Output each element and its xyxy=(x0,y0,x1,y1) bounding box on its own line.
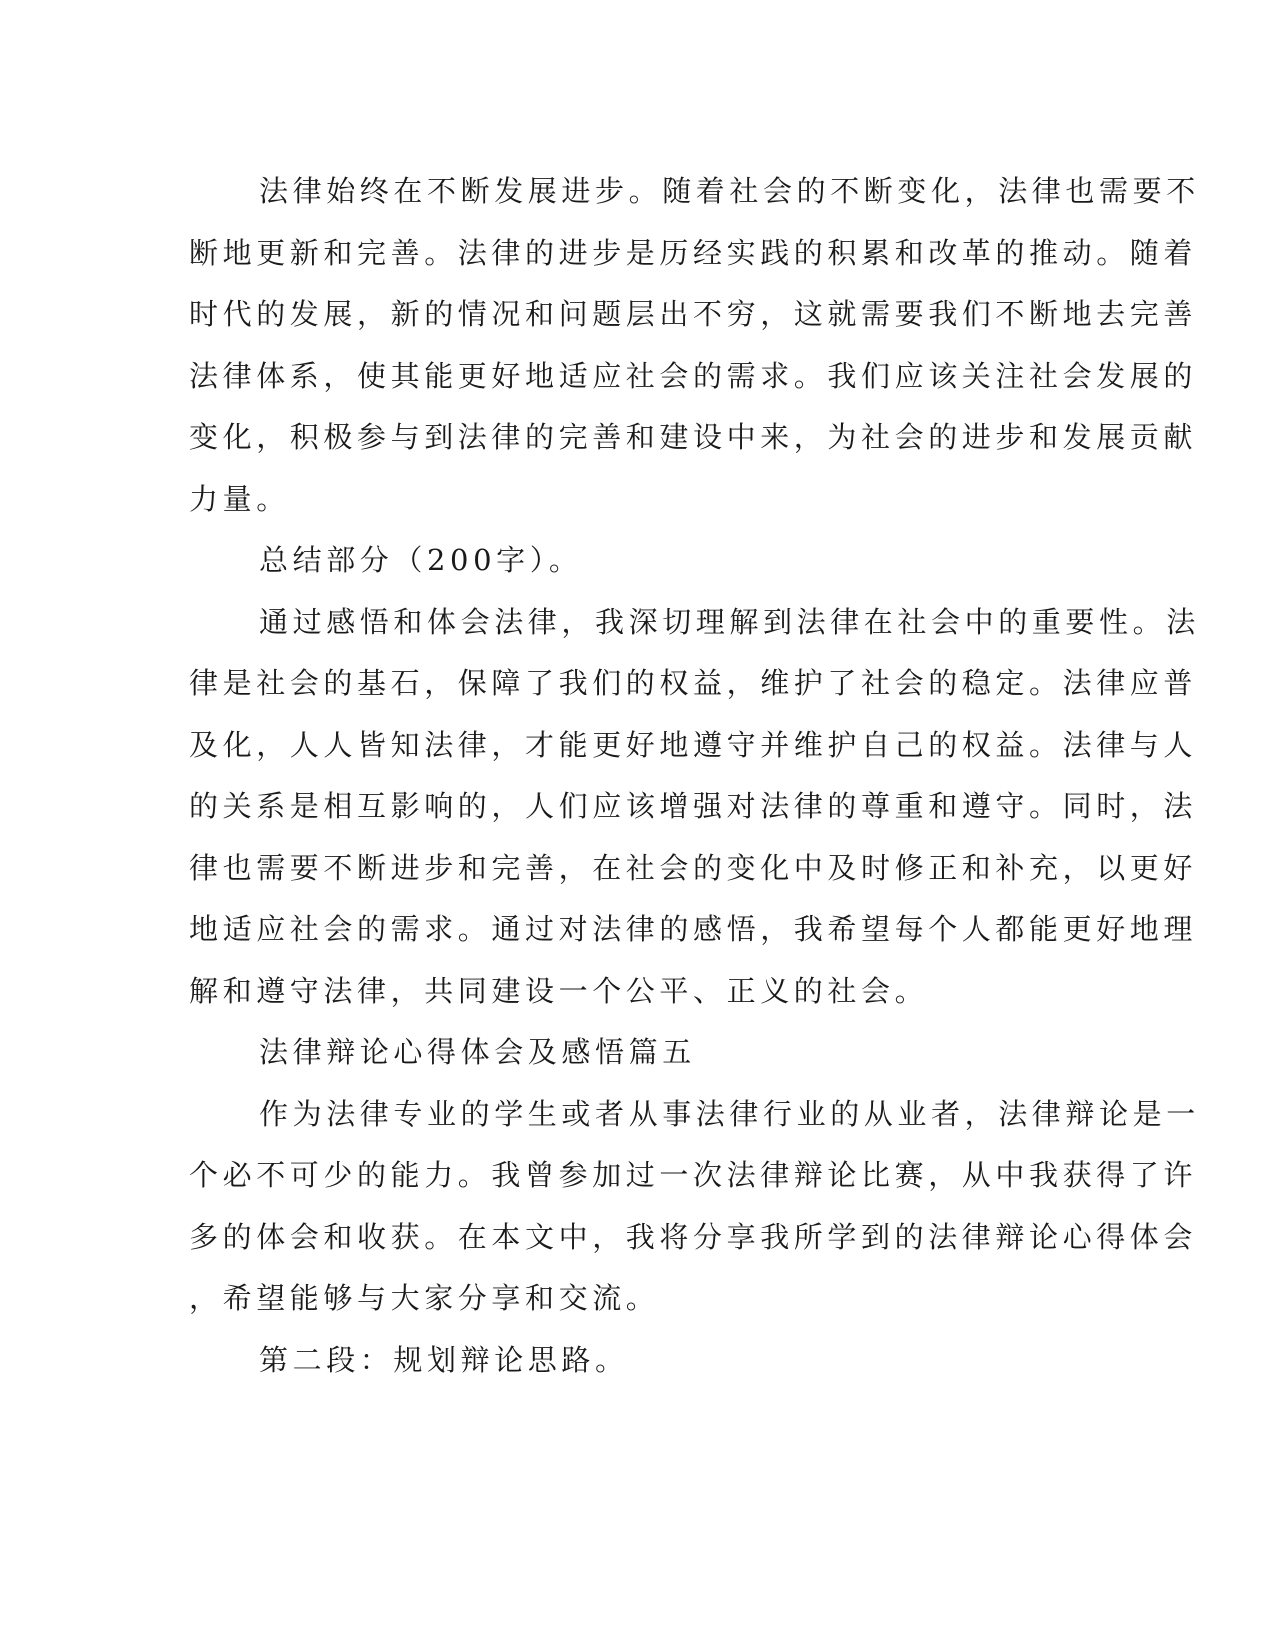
paragraph-summary-heading xyxy=(189,530,1083,592)
text-line: 时代的发展，新的情况和问题层出不穷，这就需要我们不断地去完善 xyxy=(189,297,1198,331)
text-line: 变化，积极参与到法律的完善和建设中来，为社会的进步和发展贡献 xyxy=(189,420,1198,454)
text-line: 多的体会和收获。在本文中，我将分享我所学到的法律辩论心得体会 xyxy=(189,1219,1198,1254)
text-line: 解和遵守法律，共同建设一个公平、正义的社会。 xyxy=(189,973,929,1008)
text-line: 个必不可少的能力。我曾参加过一次法律辩论比赛，从中我获得了许 xyxy=(189,1158,1198,1192)
text-line: 的关系是相互影响的，人们应该增强对法律的尊重和遵守。同时，法 xyxy=(189,789,1198,823)
text-line: 力量。 xyxy=(189,481,290,516)
paragraph-second-section-heading xyxy=(189,1330,1083,1392)
text-line: 地适应社会的需求。通过对法律的感悟，我希望每个人都能更好地理 xyxy=(189,912,1198,946)
document-body xyxy=(189,161,1200,1391)
paragraph-summary-body xyxy=(189,592,1200,1023)
paragraph-debate-intro xyxy=(189,1084,1200,1330)
text-line: ，希望能够与大家分享和交流。 xyxy=(189,1281,660,1315)
text-line: 律也需要不断进步和完善，在社会的变化中及时修正和补充，以更好 xyxy=(189,850,1198,885)
section-heading: 总结部分（200字）。 xyxy=(259,543,583,577)
section-title: 法律辩论心得体会及感悟篇五 xyxy=(259,1035,696,1069)
paragraph-section-five-title xyxy=(189,1022,1083,1084)
text-line: 及化，人人皆知法律，才能更好地遵守并维护自己的权益。法律与人 xyxy=(189,727,1198,762)
text-line: 律是社会的基石，保障了我们的权益，维护了社会的稳定。法律应普 xyxy=(189,666,1198,700)
section-heading: 第二段：规划辩论思路。 xyxy=(259,1342,629,1377)
text-line: 法律体系，使其能更好地适应社会的需求。我们应该关注社会发展的 xyxy=(189,358,1198,393)
text-line: 法律始终在不断发展进步。随着社会的不断变化，法律也需要不 xyxy=(259,174,1200,208)
text-line: 通过感悟和体会法律，我深切理解到法律在社会中的重要性。法 xyxy=(259,604,1200,639)
text-line: 作为法律专业的学生或者从事法律行业的从业者，法律辩论是一 xyxy=(259,1096,1200,1131)
text-line: 断地更新和完善。法律的进步是历经实践的积累和改革的推动。随着 xyxy=(189,235,1198,270)
paragraph-law-progress xyxy=(189,161,1200,530)
